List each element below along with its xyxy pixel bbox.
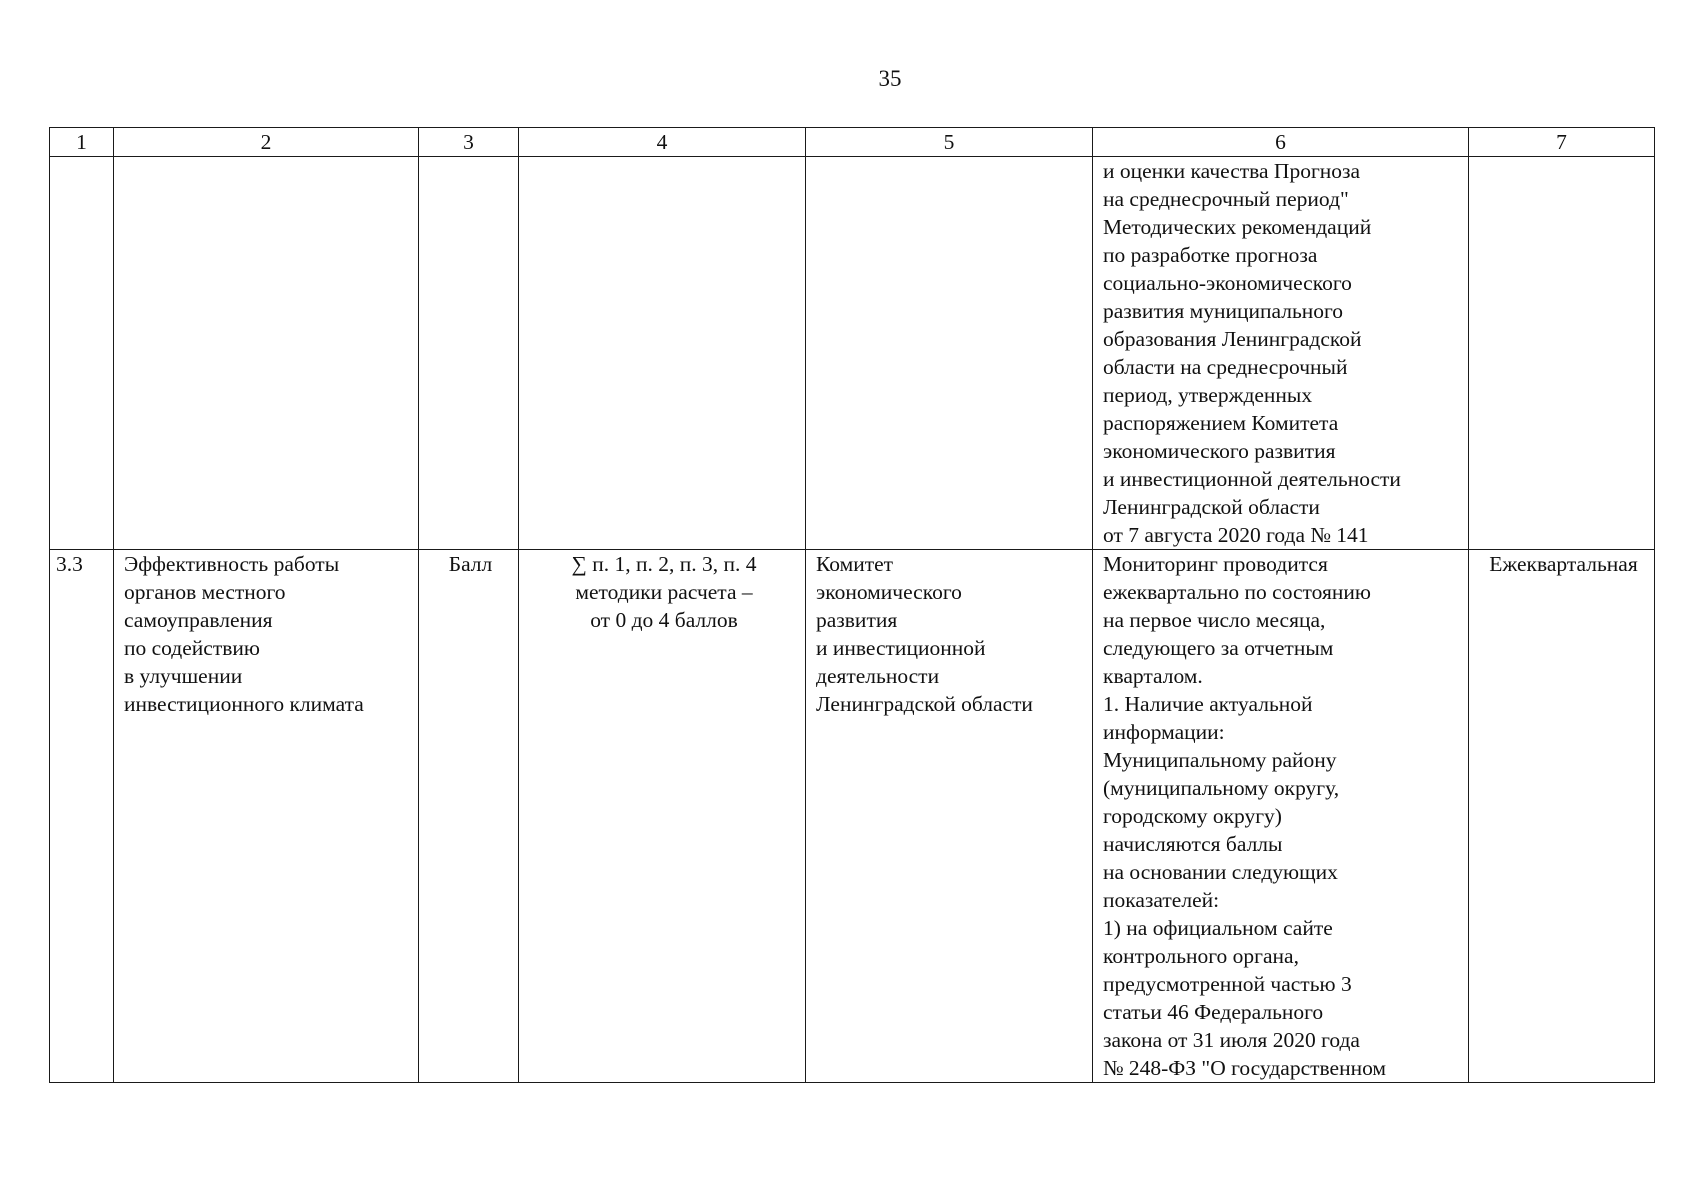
table-cell-unit	[419, 157, 519, 550]
table-header-row	[50, 128, 1655, 157]
column-header: 2	[114, 128, 419, 157]
table-cell-frequency	[1469, 157, 1655, 550]
column-header: 3	[419, 128, 519, 157]
page-number: 35	[878, 66, 902, 91]
column-header: 6	[1093, 128, 1469, 157]
table-cell-formula	[519, 157, 806, 550]
table-cell-number: 3.3	[50, 550, 114, 1083]
column-header: 7	[1469, 128, 1655, 157]
table-cell-method: и оценки качества Прогноза на среднесрочный период" Методических рекомендаций по разработке прогноза социально-экономического развития муниципального образования Ленинградской области на среднесрочный период, утвержденных распоряжением Комитета экономического развития и инвестиционной деятельности Ленинградской области от 7 августа 2020 года № 141	[1093, 157, 1469, 550]
table-cell-responsible	[806, 157, 1093, 550]
table-cell-method: Мониторинг проводится ежеквартально по состоянию на первое число месяца, следующего за отчетным кварталом. 1. Наличие актуальной информации: Муниципальному району (муниципальному округу, городскому округу) начисляются баллы на основании следующих показателей: 1) на официальном сайте контрольного органа, предусмотренной частью 3 статьи 46 Федерального закона от 31 июля 2020 года № 248-ФЗ "О государственном	[1093, 550, 1469, 1083]
table-cell-number	[50, 157, 114, 550]
table-cell-responsible: Комитет экономического развития и инвестиционной деятельности Ленинградской области	[806, 550, 1093, 1083]
table-cell-formula: ∑ п. 1, п. 2, п. 3, п. 4 методики расчета – от 0 до 4 баллов	[519, 550, 806, 1083]
column-header: 5	[806, 128, 1093, 157]
table-cell-indicator	[114, 157, 419, 550]
table-cell-frequency: Ежеквартальная	[1469, 550, 1655, 1083]
table-row	[50, 550, 1655, 1083]
column-header: 4	[519, 128, 806, 157]
document-table	[49, 127, 1655, 1083]
table-row	[50, 157, 1655, 550]
column-header: 1	[50, 128, 114, 157]
table-cell-unit: Балл	[419, 550, 519, 1083]
table-cell-indicator: Эффективность работы органов местного самоуправления по содействию в улучшении инвестиционного климата	[114, 550, 419, 1083]
